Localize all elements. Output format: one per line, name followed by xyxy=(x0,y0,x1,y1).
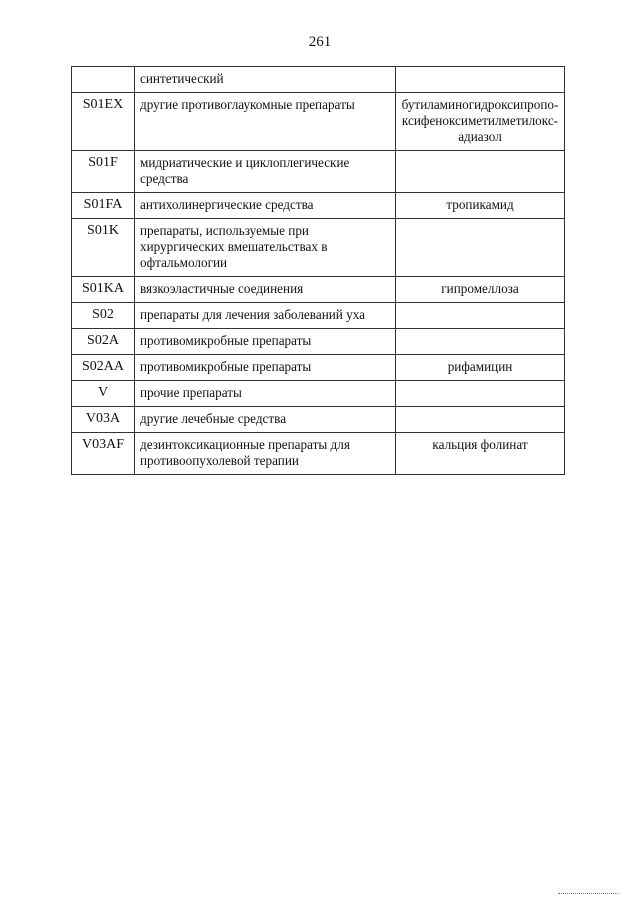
table-body xyxy=(72,67,565,475)
drug-name-cell: кальция фолинат xyxy=(396,433,565,475)
group-name-cell: препараты, используемые при хирургических вмешательствах в офтальмологии xyxy=(135,219,396,277)
atc-code-cell: S02A xyxy=(72,329,135,355)
footer-dotted-mark xyxy=(558,893,618,895)
atc-code-cell: V xyxy=(72,381,135,407)
drug-name-cell xyxy=(396,151,565,193)
drug-name-cell: рифамицин xyxy=(396,355,565,381)
group-name-cell: другие лечебные средства xyxy=(135,407,396,433)
atc-code-cell: S02 xyxy=(72,303,135,329)
atc-code-cell: S01FA xyxy=(72,193,135,219)
drug-name-cell: гипромеллоза xyxy=(396,277,565,303)
table-row xyxy=(72,151,565,193)
atc-code-cell: S01K xyxy=(72,219,135,277)
atc-code-cell: S01EX xyxy=(72,93,135,151)
drug-name-cell xyxy=(396,67,565,93)
atc-drug-table xyxy=(71,66,565,475)
table-row xyxy=(72,303,565,329)
group-name-cell: препараты для лечения заболеваний уха xyxy=(135,303,396,329)
atc-code-cell: S01F xyxy=(72,151,135,193)
group-name-cell: прочие препараты xyxy=(135,381,396,407)
drug-name-cell: тропикамид xyxy=(396,193,565,219)
table-row xyxy=(72,329,565,355)
atc-code-cell: V03A xyxy=(72,407,135,433)
drug-name-cell xyxy=(396,219,565,277)
group-name-cell: дезинтоксикационные препараты для противоопухолевой терапии xyxy=(135,433,396,475)
table-row xyxy=(72,355,565,381)
table-row xyxy=(72,93,565,151)
table-row xyxy=(72,277,565,303)
drug-name-cell xyxy=(396,303,565,329)
table-row xyxy=(72,407,565,433)
group-name-cell: мидриатические и циклоплегические средства xyxy=(135,151,396,193)
table-row xyxy=(72,219,565,277)
table-row xyxy=(72,67,565,93)
group-name-cell: антихолинергические средства xyxy=(135,193,396,219)
drug-name-cell xyxy=(396,407,565,433)
table-row xyxy=(72,433,565,475)
group-name-cell: противомикробные препараты xyxy=(135,329,396,355)
atc-code-cell xyxy=(72,67,135,93)
drug-name-cell: бутиламиногидроксипропо-ксифеноксиметилметилокс-адиазол xyxy=(396,93,565,151)
atc-code-cell: S02AA xyxy=(72,355,135,381)
table-row xyxy=(72,381,565,407)
page-number: 261 xyxy=(308,34,332,50)
group-name-cell: синтетический xyxy=(135,67,396,93)
table-row xyxy=(72,193,565,219)
group-name-cell: вязкоэластичные соединения xyxy=(135,277,396,303)
drug-name-cell xyxy=(396,381,565,407)
atc-code-cell: S01KA xyxy=(72,277,135,303)
group-name-cell: другие противоглаукомные препараты xyxy=(135,93,396,151)
group-name-cell: противомикробные препараты xyxy=(135,355,396,381)
atc-code-cell: V03AF xyxy=(72,433,135,475)
drug-name-cell xyxy=(396,329,565,355)
